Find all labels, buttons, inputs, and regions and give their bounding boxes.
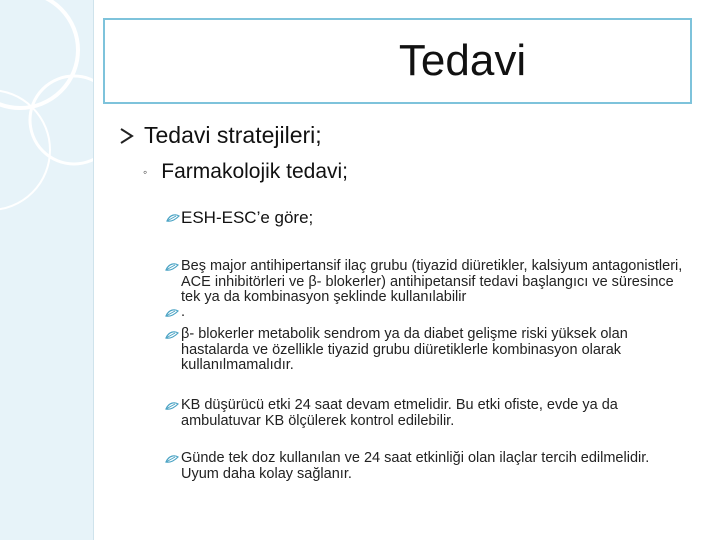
bullet-item (165, 398, 685, 429)
bullet-text: Beş major antihipertansif ilaç grubu (tiyazid diüretikler, kalsiyum antagonistleri, ACE inhibitörleri ve β- blokerler) antihipetansif tedavi başlangıcı ve süresince tek ya da kombinasyon şeklinde kullanılabilir (181, 258, 683, 305)
bullet-text: . (181, 304, 186, 320)
decorative-circles (0, 0, 94, 540)
leaf-bullet-icon (165, 262, 179, 272)
ring-bullet-icon: ◦ (143, 165, 148, 179)
title-box (103, 18, 692, 104)
bullet-item (165, 259, 685, 306)
leaf-bullet-icon (165, 308, 179, 318)
bullet-level2-text: Farmakolojik tedavi; (161, 160, 348, 183)
bullet-level1 (118, 122, 322, 149)
bullet-level3 (166, 208, 313, 228)
leaf-bullet-icon (165, 454, 179, 464)
slide-title: Tedavi (398, 36, 527, 85)
bullet-item (165, 451, 685, 482)
bullet-text: β- blokerler metabolik sendrom ya da diabet gelişme riski yüksek olan hastalarda ve özellikle tiyazid grubu diüretiklerle kombinasyon olarak kullanılmamalıdır. (181, 326, 628, 373)
bullet-text: Günde tek doz kullanılan ve 24 saat etkinliği olan ilaçlar tercih edilmelidir. Uyum daha kolay sağlanır. (181, 450, 650, 482)
leaf-bullet-icon (166, 213, 180, 223)
leaf-bullet-icon (165, 330, 179, 340)
strip-divider (93, 0, 94, 540)
bullet-level1-text: Tedavi stratejileri; (144, 122, 322, 148)
bullet-text: KB düşürücü etki 24 saat devam etmelidir. Bu etki ofiste, evde ya da ambulatuvar KB ölçülerek kontrol edilebilir. (181, 397, 618, 429)
bullet-item (165, 327, 685, 374)
decorative-side-strip (0, 0, 94, 540)
arrow-bullet-icon (118, 126, 136, 146)
bullet-level3-text: ESH-ESC’e göre; (181, 208, 314, 227)
bullet-item (165, 305, 685, 321)
leaf-bullet-icon (165, 401, 179, 411)
bullet-level2 (143, 160, 348, 184)
